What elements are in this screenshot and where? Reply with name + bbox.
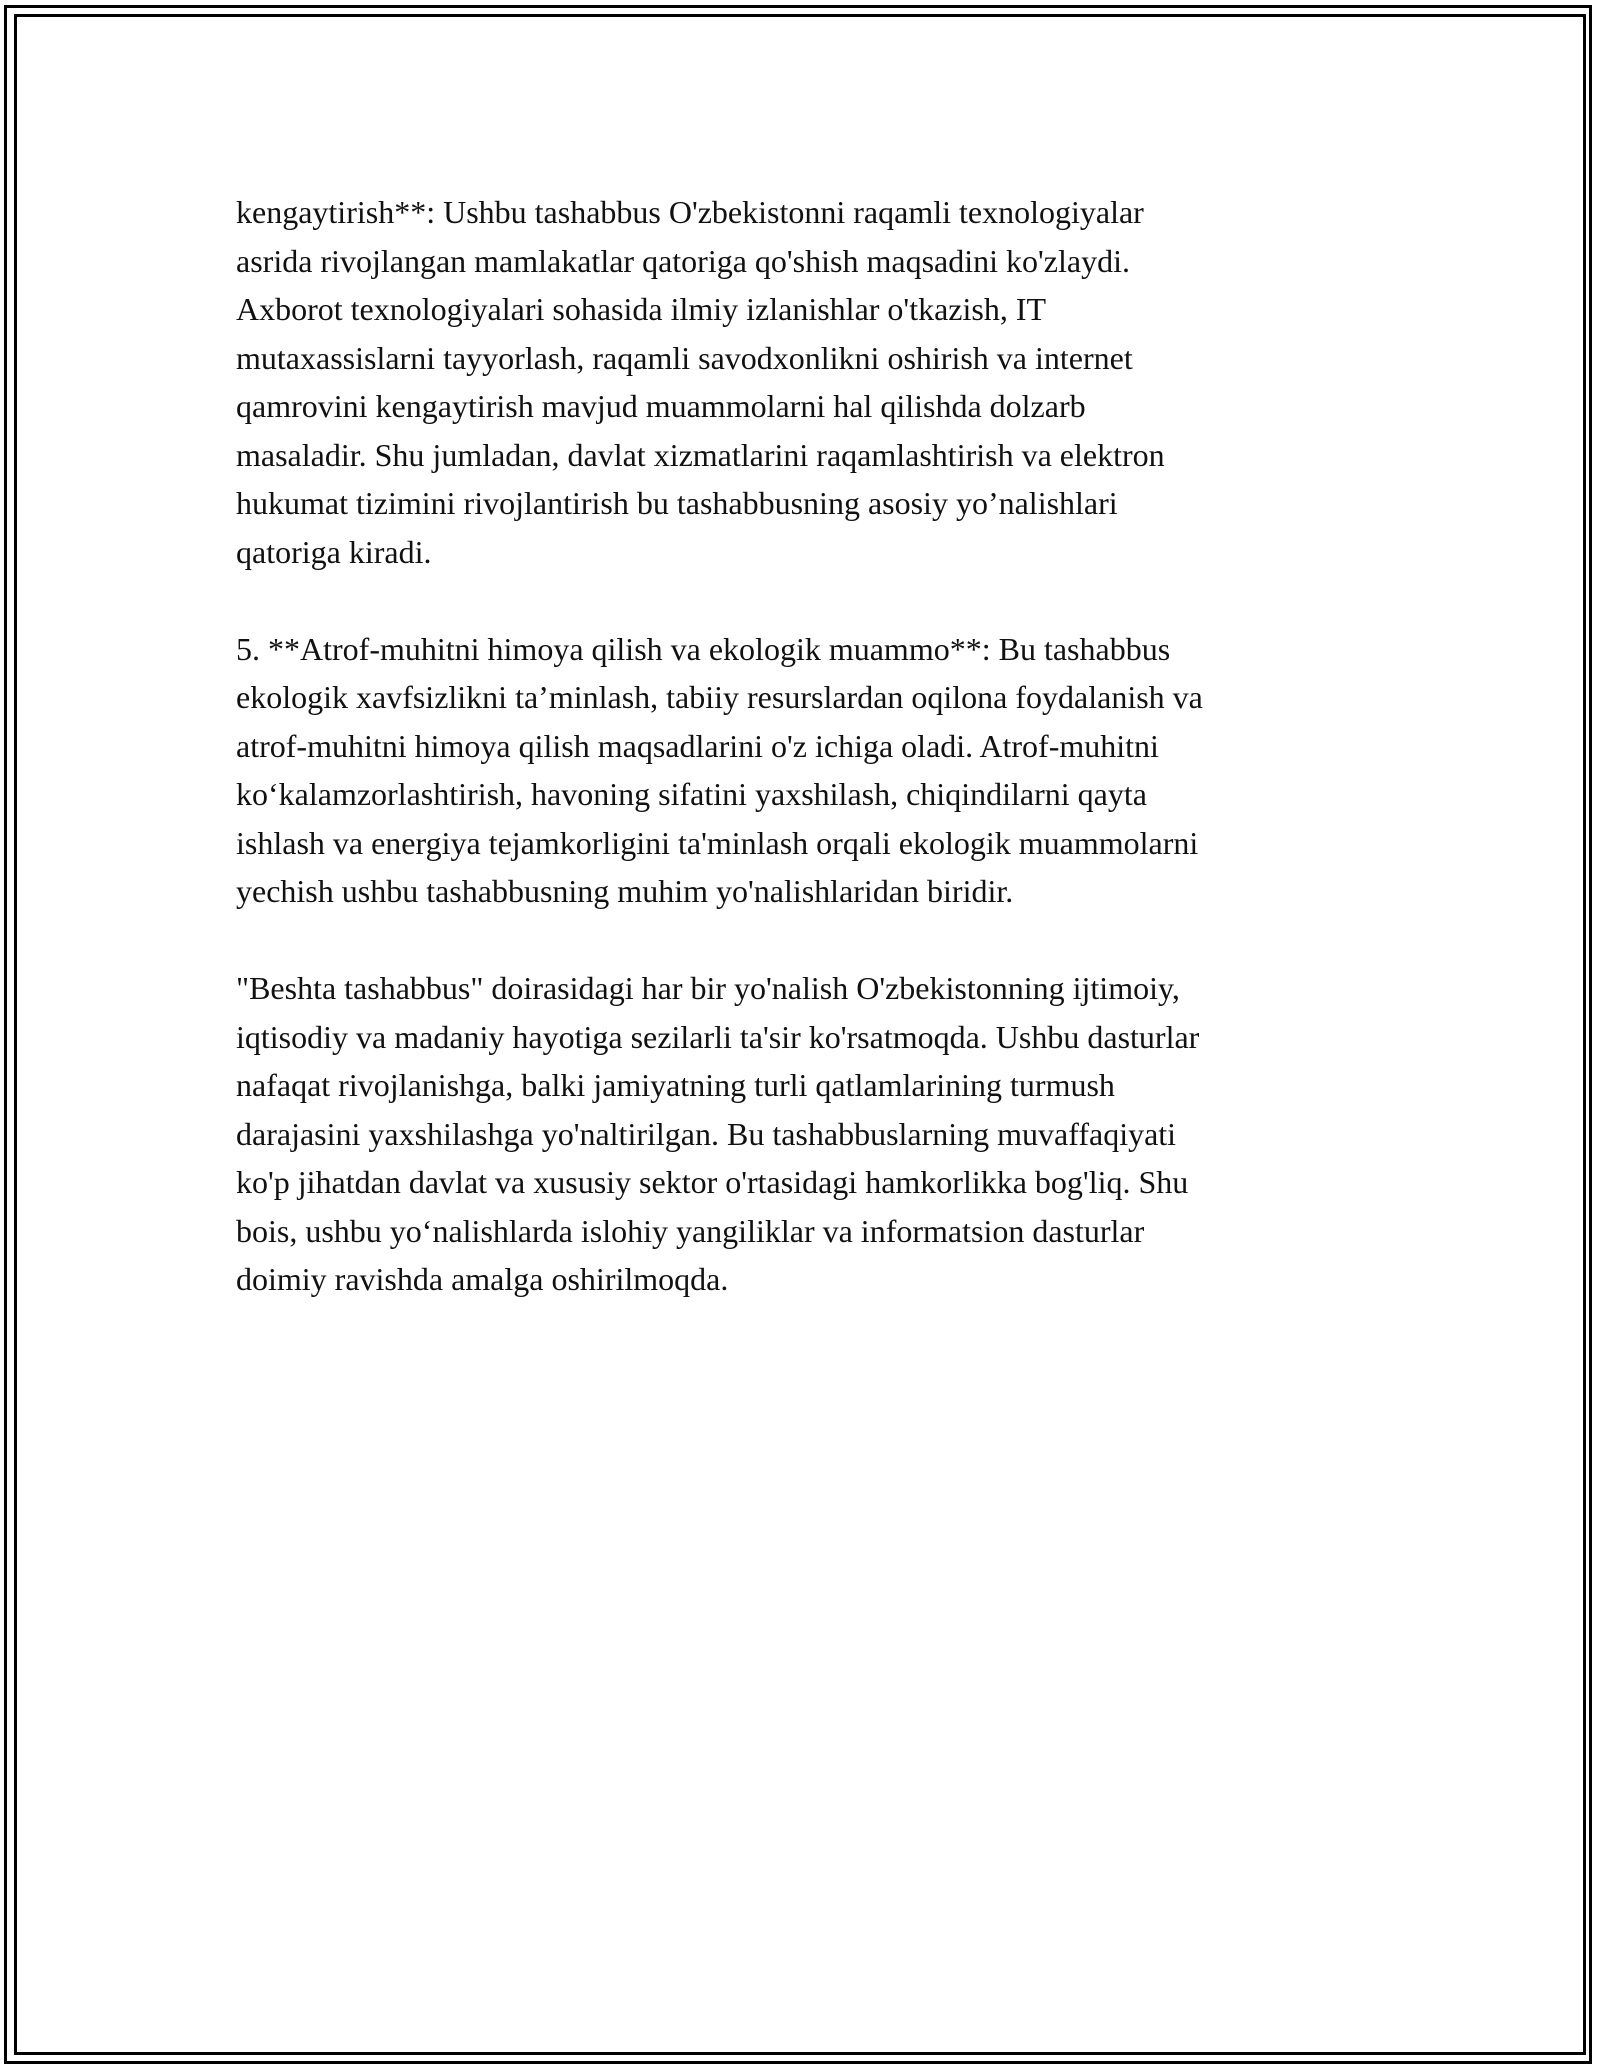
paragraph-spacer bbox=[236, 916, 1366, 965]
document-body bbox=[236, 188, 1366, 1304]
paragraph-environment-protection: 5. **Atrof-muhitni himoya qilish va ekologik muammo**: Bu tashabbus ekologik xavfsizlikni ta’minlash, tabiiy resurslardan oqilona foydalanish va atrof-muhitni himoya qilish maqsadlarini o'z ichiga oladi. Atrof-muhitni ko‘kalamzorlashtirish, havoning sifatini yaxshilash, chiqindilarni qayta ishlash va energiya tejamkorligini ta'minlash orqali ekologik muammolarni yechish ushbu tashabbusning muhim yo'nalishlaridan biridir. bbox=[236, 630, 1203, 909]
paragraph-digital-technologies: kengaytirish**: Ushbu tashabbus O'zbekistonni raqamli texnologiyalar asrida rivojlangan mamlakatlar qatoriga qo'shish maqsadini ko'zlaydi. Axborot texnologiyalari sohasida ilmiy izlanishlar o'tkazish, IT mutaxassislarni tayyorlash, raqamli savodxonlikni oshirish va internet qamrovini kengaytirish mavjud muammolarni hal qilishda dolzarb masaladir. Shu jumladan, davlat xizmatlarini raqamlashtirish va elektron hukumat tizimini rivojlantirish bu tashabbusning asosiy yo’nalishlari qatoriga kiradi. bbox=[236, 194, 1165, 570]
paragraph-conclusion: "Beshta tashabbus" doirasidagi har bir yo'nalish O'zbekistonning ijtimoiy, iqtisodiy va madaniy hayotiga sezilarli ta'sir ko'rsatmoqda. Ushbu dasturlar nafaqat rivojlanishga, balki jamiyatning turli qatlamlarining turmush darajasini yaxshilashga yo'naltirilgan. Bu tashabbuslarning muvaffaqiyati ko'p jihatdan davlat va xususiy sektor o'rtasidagi hamkorlikka bog'liq. Shu bois, ushbu yo‘nalishlarda islohiy yangiliklar va informatsion dasturlar doimiy ravishda amalga oshirilmoqda. bbox=[236, 970, 1200, 1297]
paragraph-spacer bbox=[236, 576, 1366, 625]
